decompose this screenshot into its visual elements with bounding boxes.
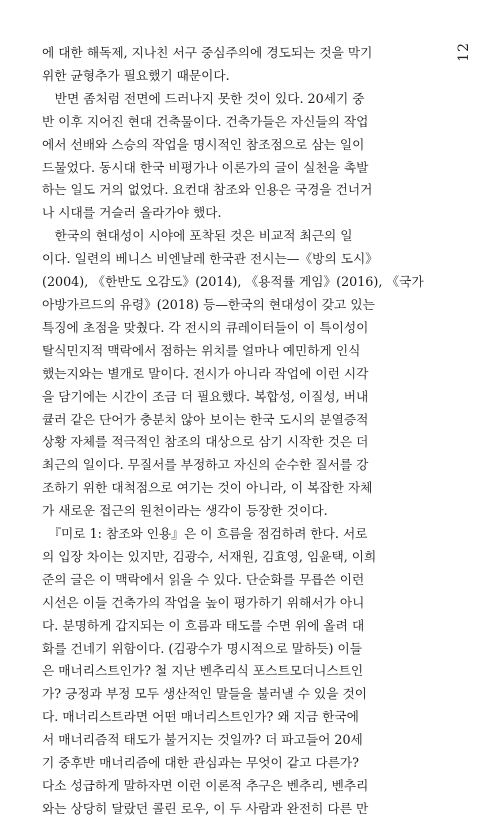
text-line: 위한 균형추가 필요했기 때문이다. — [42, 67, 230, 83]
paragraph-2 — [42, 88, 450, 225]
text-line: 가? 긍정과 부정 모두 생산적인 말들을 불러낼 수 있을 것이 — [42, 686, 367, 702]
text-line: 반 이후 지어진 현대 건축물이다. 건축가들은 자신들의 작업 — [42, 113, 369, 129]
text-line: 의 입장 차이는 있지만, 김광수, 서재원, 김효영, 임윤택, 이희 — [42, 548, 377, 564]
text-line: 을 담기에는 시간이 조금 더 필요했다. 복합성, 이질성, 버내 — [42, 388, 369, 404]
text-line: 조하기 위한 대척점으로 여기는 것이 아니라, 이 복잡한 자체 — [42, 480, 373, 496]
text-line: 반면 좀처럼 전면에 드러나지 못한 것이 있다. 20세기 중 — [42, 90, 365, 106]
text-line: 최근의 일이다. 무질서를 부정하고 자신의 순수한 질서를 강 — [42, 457, 369, 473]
text-line: 하는 일도 거의 없었다. 요컨대 참조와 인용은 국경을 건너거 — [42, 182, 373, 198]
text-line: 상황 자체를 적극적인 참조의 대상으로 삼기 시작한 것은 더 — [42, 434, 369, 450]
text-line: 했는지와는 별개로 말이다. 전시가 아니라 작업에 이런 시각 — [42, 365, 369, 381]
text-line: 이다. 일련의 베니스 비엔날레 한국관 전시는—《방의 도시》 — [42, 251, 378, 267]
text-line: 특징에 초점을 맞췄다. 각 전시의 큐레이터들이 이 특이성이 — [42, 319, 369, 335]
text-line: 와는 상당히 달랐던 콜린 로우, 이 두 사람과 완전히 다른 만 — [42, 800, 369, 816]
text-line: 아방가르드의 유령》(2018) 등—한국의 현대성이 갖고 있는 — [42, 296, 375, 312]
text-line: 『미로 1: 참조와 인용』은 이 흐름을 점검하려 한다. 서로 — [42, 526, 368, 542]
text-line: 서 매너리즘적 태도가 불거지는 것일까? 더 파고들어 20세 — [42, 732, 363, 748]
paragraph-3 — [42, 225, 450, 523]
text-line: 시선은 이들 건축가의 작업을 높이 평가하기 위해서가 아니 — [42, 594, 365, 610]
text-line: 에 대한 해독제, 지나친 서구 중심주의에 경도되는 것을 막기 — [42, 45, 373, 60]
text-line: 드물었다. 동시대 한국 비평가나 이론가의 글이 실천을 촉발 — [42, 159, 369, 175]
text-line: 다. 분명하게 갑지되는 이 흐름과 태도를 수면 위에 올려 대 — [42, 617, 365, 633]
text-line: 탈식민지적 맥락에서 점하는 위치를 얼마나 예민하게 인식 — [42, 342, 361, 358]
text-line: 나 시대를 거슬러 올라가야 했다. — [42, 205, 222, 221]
text-line: 다소 성급하게 말하자면 이런 이론적 추구은 벤추리, 벤추리 — [42, 778, 369, 793]
text-line: 한국의 현대성이 시야에 포착된 것은 비교적 최근의 일 — [42, 228, 353, 244]
text-line: 기 중후반 매너리즘에 대한 관심과는 무엇이 같고 다른가? — [42, 755, 359, 771]
text-line: 에서 선배와 스승의 작업을 명시적인 참조점으로 삼는 일이 — [42, 136, 365, 152]
text-line: 준의 글은 이 맥락에서 읽을 수 있다. 단순화를 무릅쓴 이런 — [42, 571, 365, 587]
text-line: (2004), 《한반도 오감도》(2014), 《용적률 게임》(2016), 《국가 — [42, 274, 424, 290]
page-number: 12 — [456, 42, 472, 62]
text-line: 큘러 같은 단어가 충분치 않아 보이는 한국 도시의 분열증적 — [42, 411, 369, 427]
text-line: 가 새로운 접근의 원천이라는 생각이 등장한 것이다. — [42, 503, 328, 519]
paragraph-1 — [42, 42, 450, 88]
text-line: 은 매너리스트인가? 철 지난 벤추리식 포스트모더니스트인 — [42, 663, 364, 679]
body-text — [42, 42, 450, 821]
text-line: 다. 매너리스트라면 어떤 매너리스트인가? 왜 지금 한국에 — [42, 709, 359, 725]
text-line: 화를 건네기 위함이다. (김광수가 명시적으로 말하듯) 이들 — [42, 640, 363, 656]
paragraph-4 — [42, 523, 450, 821]
